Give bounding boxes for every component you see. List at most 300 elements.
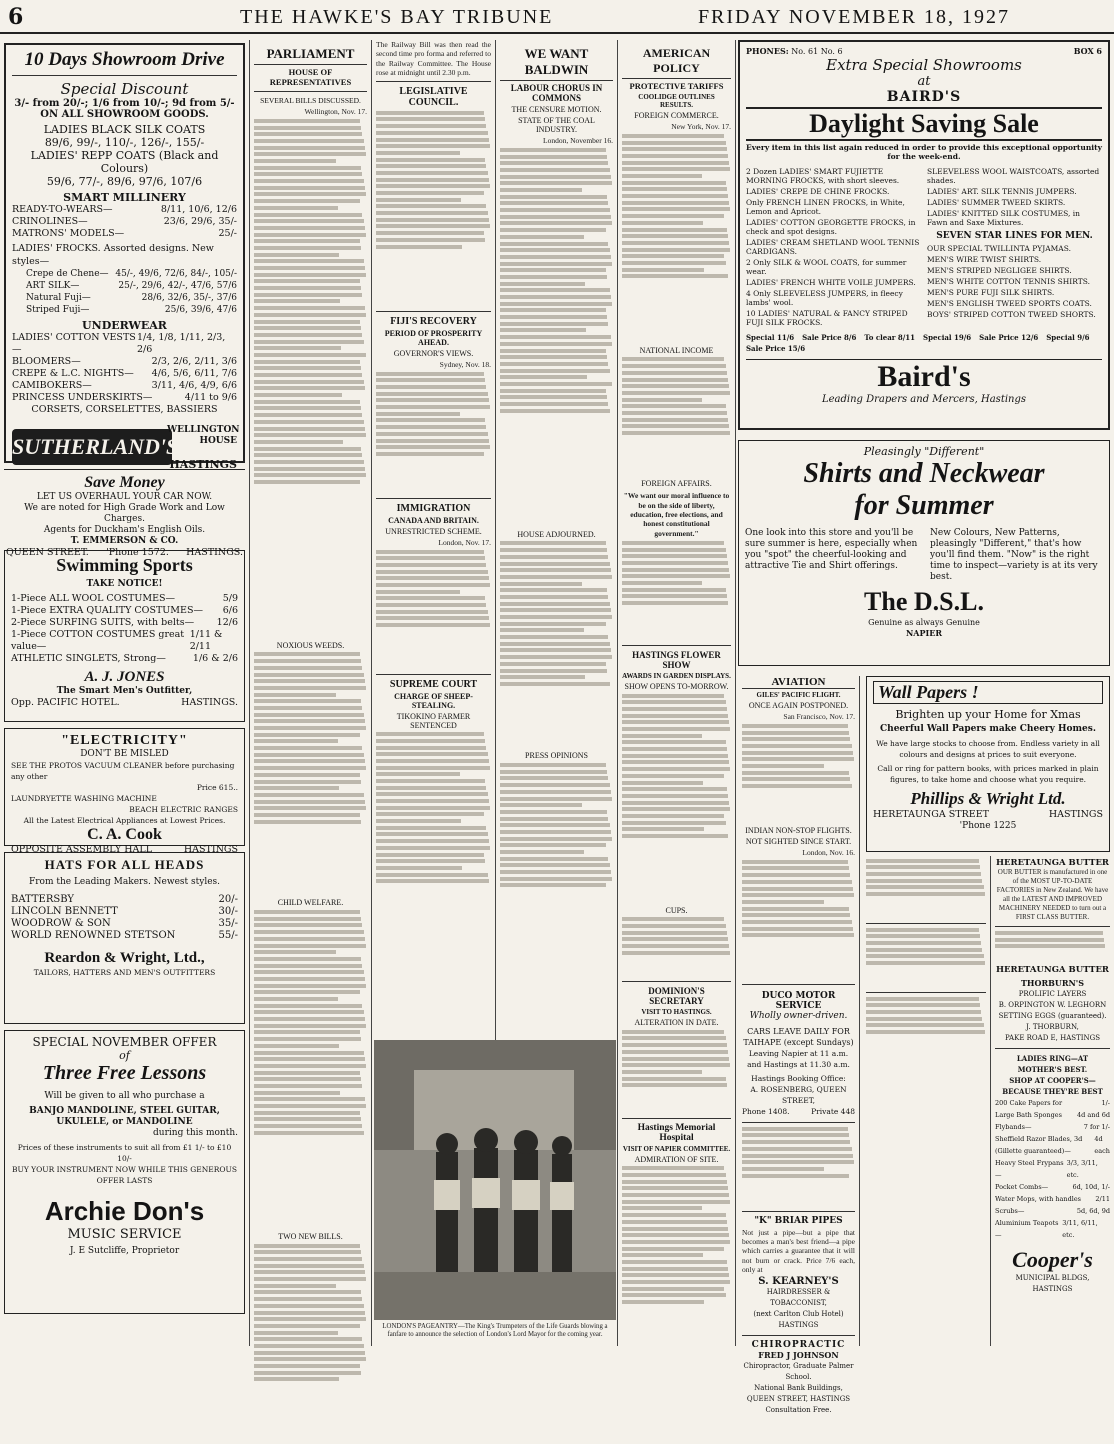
duco-sub: Wholly owner-driven. — [749, 1010, 848, 1021]
duco-line: CARS LEAVE DAILY FOR TAIHAPE (except Sundays) — [743, 1026, 854, 1047]
dominion-secretary-kicker: ALTERATION IN DATE. — [634, 1018, 719, 1028]
swim-item-price: 6/6 — [222, 605, 238, 616]
silk-coats-title: LADIES BLACK SILK COATS — [43, 123, 206, 136]
bairds-mens-item: MEN'S STRIPED NEGLIGEE SHIRTS. — [927, 266, 1072, 275]
cooper-item-row — [995, 1109, 1110, 1121]
silk-coats-prices: 89/6, 99/-, 110/-, 126/-, 155/- — [44, 136, 205, 149]
millinery-item-name: CRINOLINES— — [12, 216, 88, 227]
electricity-line3: BEACH ELECTRIC RANGES — [129, 805, 238, 814]
swimming-headline: Swimming Sports — [56, 555, 193, 575]
jones-tagline: The Smart Men's Outfitter, — [56, 686, 193, 696]
parliament-headline: PARLIAMENT — [254, 46, 367, 65]
butter-text: OUR BUTTER is manufactured in one of the MOST UP-TO-DATE FACTORIES in New Zealand. We have all the LATEST AND IMPROVED MACHINERY NEEDED to turn out a FIRST CLASS BUTTER. — [996, 868, 1109, 921]
dsl-right-copy: New Colours, New Patterns, pleasingly "Different," that's how you'll find them. "Now" is the right time to inspect—variety is at its very best. — [930, 528, 1098, 582]
bairds-left-item: 2 Dozen LADIES' SMART FUJIETTE MORNING FROCKS, with short sleeves. — [746, 167, 900, 185]
duco-phone: Phone 1408. — [742, 1106, 790, 1116]
phones-numbers: No. 61 No. 6 — [791, 47, 843, 56]
parliament-body-3 — [254, 910, 367, 1230]
bairds-mens-item: BOYS' STRIPED COTTON TWEED SHORTS. — [927, 310, 1096, 319]
frock-item-price: 25/6, 39/6, 47/6 — [164, 305, 237, 315]
baldwin-body-1 — [500, 148, 613, 528]
chiro-addr: National Bank Buildings, — [754, 1384, 843, 1393]
aviation-sub: GILES' PACIFIC FLIGHT. — [756, 691, 841, 699]
electricity-headline: "ELECTRICITY" — [61, 733, 188, 748]
swim-list — [11, 593, 238, 665]
middle-small-daylight-1 — [866, 859, 986, 919]
offer-line3: during this month. — [153, 1128, 238, 1138]
bairds-left-item: LADIES' COTTON GEORGETTE FROCKS, in check and spot designs. — [746, 218, 916, 236]
section-house-adjourned: HOUSE ADJOURNED. — [517, 529, 596, 539]
frock-item-name: ART SILK— — [26, 281, 80, 291]
wallpapers-line2: Cheerful Wall Papers make Cheery Homes. — [880, 724, 1096, 734]
cooper-item-price: 1/- — [1101, 1099, 1110, 1107]
court-kicker: TIKOKINO FARMER SENTENCED — [396, 711, 471, 730]
electricity-price: Price 615.. — [196, 783, 238, 792]
swim-item-name: 1-Piece ALL WOOL COSTUMES— — [11, 593, 176, 604]
k-briar-text: Not just a pipe—but a pipe that becomes a man's best friend—a pipe which carries a guarantee that it will not burn or crack. Price 7/6 each, only at — [742, 1227, 855, 1274]
masthead — [0, 0, 1114, 34]
dsl-headline-2: for Summer — [854, 490, 994, 521]
cooper-list — [995, 1097, 1110, 1241]
section-noxious-weeds: NOXIOUS WEEDS. — [276, 640, 345, 650]
daylight-saving-headline: Daylight Saving Sale — [746, 107, 1102, 141]
swim-item-name: 1-Piece COTTON COSTUMES great value— — [11, 629, 185, 652]
cook-town: HASTINGS — [183, 844, 238, 855]
hat-item-name: WOODROW & SON — [11, 918, 111, 929]
butter-head-2: HERETAUNGA BUTTER — [996, 965, 1109, 975]
flower-show-kicker: SHOW OPENS TO-MORROW. — [624, 681, 729, 691]
hats-sub: From the Leading Makers. Newest styles. — [28, 877, 221, 887]
duco-times: Leaving Napier at 11 a.m. and Hastings at 11.30 a.m. — [747, 1048, 850, 1069]
section-national-income: NATIONAL INCOME — [639, 345, 714, 355]
trumpeters-illustration — [374, 1040, 616, 1320]
cooper-item-name: 200 Cake Papers for — [995, 1099, 1063, 1107]
underwear-item-name: CREPE & L.C. NIGHTS— — [12, 368, 134, 379]
bairds-right-item: SLEEVELESS WOOL WAISTCOATS, assorted shades. — [927, 167, 1100, 185]
thorburn-person: J. THORBURN, — [1026, 1023, 1079, 1031]
bairds-right-item: LADIES' SUMMER TWEED SKIRTS. — [927, 198, 1066, 207]
fiji-body — [376, 372, 491, 494]
issue-date: FRIDAY NOVEMBER 18, 1927 — [697, 6, 1011, 28]
corsets-line: CORSETS, CORSELETTES, BASSIERS — [31, 404, 218, 415]
cooper-item-name: Sheffield Razor Blades, 3d (Gillette guaranteed)— — [995, 1135, 1083, 1155]
bairds-right-item: LADIES' ART. SILK TENNIS JUMPERS. — [927, 187, 1077, 196]
reardon-name: Reardon & Wright, Ltd., — [44, 950, 205, 966]
american-body-3 — [622, 541, 731, 641]
bairds-left-item: 4 Only SLEEVELESS JUMPERS, in fleecy lambs' wool. — [746, 289, 903, 307]
swim-item-price: 12/6 — [216, 617, 238, 628]
archie-dons-ad — [4, 1030, 245, 1314]
cooper-item-price: 4d and 6d — [1077, 1111, 1110, 1119]
emmerson-ad — [4, 469, 245, 558]
thorburn-line: B. ORPINGTON W. LEGHORN SETTING EGGS (guaranteed). — [998, 1001, 1107, 1020]
millinery-item-price: 8/11, 10/6, 12/6 — [160, 204, 237, 215]
underwear-item-price: 1/4, 1/8, 1/11, 2/3, 2/6 — [136, 332, 226, 355]
immigration-sub: CANADA AND BRITAIN. — [388, 515, 479, 525]
frock-item-name: Crepe de Chene— — [26, 269, 109, 279]
millinery-item-row — [12, 228, 237, 240]
railway-bill-text: The Railway Bill was then read the second time pro forma and referred to the Railway Committee. The House rose at midnight until 2.30 p.m. — [376, 40, 491, 77]
memorial-hospital-head: Hastings Memorial Hospital — [637, 1122, 716, 1143]
thorburn-name: THORBURN'S — [1020, 978, 1085, 988]
court-body — [376, 732, 491, 952]
bairds-right-item: LADIES' KNITTED SILK COSTUMES, in Fawn and Saxe Mixtures. — [927, 209, 1081, 227]
cooper-item-row — [995, 1121, 1110, 1133]
bairds-sale-price: Special 11/6 — [746, 333, 795, 342]
wallpapers-line1: Brighten up your Home for Xmas — [895, 708, 1081, 721]
discount-rates: 3/- from 20/-; 1/6 from 10/-; 9d from 5/- — [14, 98, 235, 109]
parliament-dateline: Wellington, Nov. 17. — [304, 107, 367, 116]
section-cups: CUPS. — [665, 905, 688, 915]
swim-item-row — [11, 629, 238, 653]
chiro-hours: Consultation Free. — [765, 1406, 832, 1415]
cups-body — [622, 917, 731, 977]
cooper-item-row — [995, 1181, 1110, 1193]
bairds-left-item: 10 LADIES' NATURAL & FANCY STRIPED FUJI SILK FROCKS. — [746, 309, 908, 327]
box-label: BOX 6 — [1073, 46, 1102, 56]
aviation-kicker: ONCE AGAIN POSTPONED. — [748, 701, 849, 710]
swimming-notice: TAKE NOTICE! — [86, 579, 163, 589]
discount-goods: ON ALL SHOWROOM GOODS. — [40, 109, 209, 120]
bairds-left-item: LADIES' CREPE DE CHINE FROCKS. — [746, 187, 890, 196]
baldwin-body-3 — [500, 763, 613, 943]
offer-big: Three Free Lessons — [42, 1062, 207, 1084]
electricity-sub: DON'T BE MISLED — [80, 749, 169, 759]
swim-item-price: 1/6 & 2/6 — [192, 653, 238, 664]
trumpeters-photo — [374, 1040, 616, 1320]
cooper-sub: SHOP AT COOPER'S—BECAUSE THEY'RE BEST — [1002, 1076, 1103, 1096]
hat-item-name: LINCOLN BENNETT — [11, 906, 118, 917]
frock-item-row — [26, 280, 237, 292]
fiji-sub: PERIOD OF PROSPERITY AHEAD. — [384, 328, 483, 347]
millinery-heading: SMART MILLINERY — [63, 191, 186, 204]
save-money-headline: Save Money — [84, 474, 165, 491]
page-number: 6 — [8, 4, 24, 30]
chiro-line: Chiropractor, Graduate Palmer School. — [743, 1362, 854, 1382]
cooper-item-row — [995, 1205, 1110, 1217]
right-small-daylight — [995, 931, 1110, 965]
frock-item-price: 28/6, 32/6, 35/-, 37/6 — [141, 293, 237, 303]
underwear-item-row — [12, 356, 237, 368]
bairds-sale-price: Special 19/6 — [923, 333, 972, 342]
parliament-body-1 — [254, 119, 367, 639]
electricity-line2: LAUNDRYETTE WASHING MACHINE — [11, 794, 157, 803]
offer-line2: BANJO MANDOLINE, STEEL GUITAR, UKULELE, or MANDOLINE — [29, 1106, 220, 1127]
cooper-item-name: Heavy Steel Frypans— — [995, 1159, 1064, 1179]
emmerson-phone: 'Phone 1572. — [106, 547, 169, 558]
underwear-item-price: 3/11, 4/6, 4/9, 6/6 — [151, 380, 237, 391]
logo-top-line: WELLINGTON HOUSE — [167, 425, 240, 446]
bairds-tagline: Every item in this list again reduced in order to provide this exceptional opportunity for the week-end. — [746, 143, 1102, 161]
small-ads-daylight — [742, 1127, 855, 1207]
duco-title: DUCO MOTOR SERVICE — [761, 990, 836, 1011]
legislative-body — [376, 111, 491, 307]
hat-item-price: 35/- — [218, 918, 238, 929]
bairds-mens-item: MEN'S WHITE COTTON TENNIS SHIRTS. — [927, 277, 1091, 286]
thorburn-addr: PAKE ROAD E, HASTINGS — [1004, 1034, 1101, 1042]
cooper-item-price: 7 for 1/- — [1083, 1123, 1110, 1131]
reardon-ad — [4, 852, 245, 1024]
offer-of: of — [119, 1049, 130, 1062]
offer-headline: SPECIAL NOVEMBER OFFER — [32, 1035, 217, 1049]
section-child-welfare: CHILD WELFARE. — [277, 898, 344, 908]
column-news-5 — [618, 40, 736, 1346]
dsl-genuine: Genuine as always Genuine — [868, 618, 980, 627]
save-line3: Agents for Duckham's English Oils. — [43, 525, 206, 535]
emmerson-name: T. EMMERSON & CO. — [70, 536, 179, 546]
aviation-body-1 — [742, 724, 855, 824]
underwear-item-row — [12, 380, 237, 392]
memorial-hospital-sub: VISIT OF NAPIER COMMITTEE. — [622, 1144, 731, 1153]
baldwin-dateline: London, November 16. — [543, 136, 613, 145]
bairds-name-top: BAIRD'S — [886, 89, 962, 105]
section-foreign-commerce: FOREIGN COMMERCE. — [634, 111, 719, 120]
hat-item-row — [11, 906, 238, 918]
chiro-name: FRED J JOHNSON — [758, 1350, 839, 1361]
bairds-mens-list — [927, 244, 1102, 319]
bairds-sale-price: Special 9/6 — [1046, 333, 1090, 342]
underwear-list — [12, 332, 237, 404]
court-sub: CHARGE OF SHEEP-STEALING. — [394, 691, 473, 710]
hat-item-row — [11, 930, 238, 942]
cooper-item-row — [995, 1097, 1110, 1109]
butter-head: HERETAUNGA BUTTER — [996, 858, 1109, 868]
cooper-item-price: 3/11, 6/11, etc. — [1062, 1219, 1098, 1239]
phillips-town: HASTINGS — [1048, 809, 1103, 820]
aviation-dateline-2: London, Nov. 16. — [802, 847, 855, 857]
section-two-new-bills: TWO NEW BILLS. — [278, 1232, 343, 1242]
cooper-item-name: Water Mops, with handles — [995, 1195, 1081, 1203]
cooper-item-name: Flybands— — [995, 1123, 1032, 1131]
showroom-headline: 10 Days Showroom Drive — [24, 49, 225, 70]
cook-address: OPPOSITE ASSEMBLY HALL — [11, 844, 153, 855]
bairds-left-item: Only FRENCH LINEN FROCKS, in White, Lemon and Apricot. — [746, 198, 905, 216]
millinery-item-row — [12, 216, 237, 228]
underwear-item-price: 2/3, 2/6, 2/11, 3/6 — [151, 356, 237, 367]
duco-name: A. ROSENBERG, QUEEN STREET, — [750, 1084, 847, 1105]
parliament-sub: HOUSE OF REPRESENTATIVES — [269, 67, 352, 87]
dominion-body — [622, 1030, 731, 1114]
underwear-item-name: CAMIBOKERS— — [12, 380, 92, 391]
underwear-heading: UNDERWEAR — [82, 319, 167, 332]
dominion-secretary-head: DOMINION'S SECRETARY — [648, 986, 705, 1007]
millinery-list — [12, 204, 237, 240]
bairds-left-list — [746, 167, 921, 329]
immigration-kicker: UNRESTRICTED SCHEME. — [385, 526, 482, 536]
cooper-addr: MUNICIPAL BLDGS, HASTINGS — [1015, 1274, 1090, 1293]
hat-item-row — [11, 894, 238, 906]
baldwin-body-2 — [500, 541, 613, 749]
hat-item-price: 30/- — [218, 906, 238, 917]
k-briar-title: "K" BRIAR PIPES — [754, 1215, 843, 1226]
underwear-item-row — [12, 392, 237, 404]
hat-list — [11, 894, 238, 942]
column-small-ads-middle — [862, 856, 990, 1346]
discount-sub: Special Discount — [60, 80, 189, 98]
emmerson-town: HASTINGS. — [186, 547, 243, 558]
wallpapers-line3: We have large stocks to choose from. Endless variety in all colours and designs at prices to suit everyone. — [876, 739, 1100, 759]
frock-item-price: 25/-, 29/6, 42/-, 47/6, 57/6 — [118, 281, 237, 291]
flower-show-head: HASTINGS FLOWER SHOW — [632, 649, 721, 670]
frock-item-row — [26, 304, 237, 316]
kearney-addr: (next Carlton Club Hotel) HASTINGS — [753, 1310, 844, 1330]
bairds-ad — [738, 40, 1110, 430]
cooper-item-name: Pocket Combs— — [995, 1183, 1049, 1191]
kearney-name: S. KEARNEY'S — [758, 1276, 839, 1288]
flower-show-sub: AWARDS IN GARDEN DISPLAYS. — [622, 671, 731, 680]
electricity-line4: All the Latest Electrical Appliances at Lowest Prices. — [23, 816, 226, 825]
underwear-item-name: PRINCESS UNDERSKIRTS— — [12, 392, 153, 403]
phillips-street: HERETAUNGA STREET — [873, 809, 989, 820]
swim-item-row — [11, 605, 238, 617]
frocks-heading: LADIES' FROCKS. Assorted designs. New styles— — [12, 243, 214, 267]
cooper-item-price: 4d each — [1094, 1135, 1110, 1155]
parliament-kicker: SEVERAL BILLS DISCUSSED. — [260, 96, 361, 105]
music-service: MUSIC SERVICE — [67, 1227, 182, 1242]
flower-show-body — [622, 694, 731, 904]
underwear-item-name: BLOOMERS— — [12, 356, 81, 367]
archie-dons-name: Archie Don's — [44, 1196, 205, 1226]
parliament-body-2 — [254, 652, 367, 896]
millinery-item-price: 23/6, 29/6, 35/- — [163, 216, 237, 227]
frock-list — [12, 268, 237, 316]
cooper-item-row — [995, 1193, 1110, 1205]
swim-item-row — [11, 617, 238, 629]
dominion-secretary-sub: VISIT TO HASTINGS. — [641, 1008, 712, 1017]
mens-heading: SEVEN STAR LINES FOR MEN. — [936, 231, 1093, 241]
newspaper-title: THE HAWKE'S BAY TRIBUNE — [240, 6, 554, 28]
memorial-body — [622, 1166, 731, 1366]
wallpapers-headline: Wall Papers ! — [873, 681, 1103, 704]
bairds-sale-price: To clear 8/11 — [864, 333, 916, 342]
bairds-left-item: LADIES' FRENCH WHITE VOILE JUMPERS. — [746, 278, 916, 287]
bairds-mens-item: MEN'S WIRE TWIST SHIRTS. — [927, 255, 1042, 264]
chiro-title: CHIROPRACTIC — [751, 1340, 846, 1351]
bairds-at: at — [917, 74, 931, 89]
immigration-head: IMMIGRATION — [396, 502, 471, 514]
proprietor: J. E Sutcliffe, Proprietor — [69, 1246, 180, 1256]
memorial-hospital-kicker: ADMIRATION OF SITE. — [634, 1154, 719, 1164]
cooper-item-row — [995, 1133, 1110, 1157]
underwear-item-price: 4/11 to 9/6 — [184, 392, 237, 403]
bairds-sale-price: Sale Price 12/6 — [979, 333, 1039, 342]
parliament-body-4 — [254, 1244, 367, 1444]
cooper-name: Cooper's — [1012, 1247, 1093, 1272]
bairds-left-item: LADIES' CREAM SHETLAND WOOL TENNIS CARDIGANS. — [746, 238, 920, 256]
duco-private: Private 448 — [811, 1106, 855, 1116]
frock-item-name: Striped Fuji— — [26, 305, 90, 315]
swim-item-row — [11, 653, 238, 665]
millinery-item-row — [12, 204, 237, 216]
column-parliament — [250, 40, 372, 1346]
american-policy-headline: AMERICAN POLICY — [622, 46, 731, 79]
swim-item-name: ATHLETIC SINGLETS, Strong— — [11, 653, 166, 664]
repp-coats-prices: 59/6, 77/-, 89/6, 97/6, 107/6 — [46, 175, 203, 188]
cooper-item-name: Aluminium Teapots— — [995, 1219, 1059, 1239]
sutherlands-logo: SUTHERLAND'S — [12, 429, 172, 465]
pageantry-photo-block — [374, 1040, 616, 1346]
bairds-footer-tagline: Leading Drapers and Mercers, Hastings — [821, 394, 1027, 405]
phillips-wright-name: Phillips & Wright Ltd. — [910, 789, 1066, 808]
electricity-line1: SEE THE PROTOS VACUUM CLEANER before purchasing any other — [11, 761, 235, 781]
dsl-town: NAPIER — [905, 628, 943, 638]
thorburn-sub: PROLIFIC LAYERS — [1018, 990, 1087, 998]
reardon-tagline: TAILORS, HATTERS AND MEN'S OUTFITTERS — [33, 968, 216, 977]
cook-name: C. A. Cook — [87, 826, 162, 843]
dsl-ad — [738, 440, 1110, 666]
pleasingly-different: Pleasingly "Different" — [863, 445, 985, 458]
cooper-item-price: 2/11 — [1095, 1195, 1110, 1203]
cooper-item-price: 3/3, 3/11, etc. — [1066, 1159, 1098, 1179]
bairds-sale-price: Sale Price 8/6 — [802, 333, 857, 342]
offer-line5: BUY YOUR INSTRUMENT NOW WHILE THIS GENEROUS OFFER LASTS — [12, 1165, 237, 1185]
logo-bottom-line: HASTINGS — [169, 458, 237, 471]
aviation-headline: AVIATION — [742, 676, 855, 689]
dsl-headline-1: Shirts and Neckwear — [803, 458, 1045, 489]
column-small-ads-right — [990, 856, 1114, 1346]
fiji-head: FIJI'S RECOVERY — [390, 315, 477, 327]
swim-item-name: 1-Piece EXTRA QUALITY COSTUMES— — [11, 605, 203, 616]
aviation-kicker-2: INDIAN NON-STOP FLIGHTS. — [745, 825, 852, 835]
emmerson-street: QUEEN STREET. — [6, 547, 89, 558]
swim-item-price: 1/11 & 2/11 — [189, 629, 223, 652]
middle-small-daylight-2 — [866, 928, 986, 988]
baldwin-kicker: THE CENSURE MOTION. — [511, 105, 602, 114]
frock-item-row — [26, 292, 237, 304]
bairds-sale-price: Sale Price 15/6 — [746, 344, 806, 353]
court-head: SUPREME COURT — [389, 678, 478, 690]
hat-item-price: 55/- — [218, 930, 238, 941]
coolidge-quote: "We want our moral influence to be on the side of liberty, education, free elections, and honest constitutional government." — [623, 491, 730, 538]
american-policy-kicker: COOLIDGE OUTLINES RESULTS. — [638, 93, 715, 109]
jones-address: Opp. PACIFIC HOTEL. — [11, 697, 120, 708]
american-body-1 — [622, 134, 731, 344]
frock-item-price: 45/-, 49/6, 72/6, 84/-, 105/- — [115, 269, 237, 279]
cooper-item-price: 5d, 6d, 9d — [1076, 1207, 1110, 1215]
hats-headline: HATS FOR ALL HEADS — [44, 857, 205, 872]
american-policy-sub: PROTECTIVE TARIFFS — [629, 81, 724, 91]
dsl-name: The D.S.L. — [864, 587, 984, 616]
underwear-item-row — [12, 368, 237, 380]
section-press-opinions: PRESS OPINIONS — [525, 751, 588, 761]
underwear-item-row — [12, 332, 237, 356]
extra-special: Extra Special Showrooms — [826, 56, 1022, 74]
save-line1: LET US OVERHAUL YOUR CAR NOW. — [36, 492, 213, 502]
baldwin-kicker2: STATE OF THE COAL INDUSTRY. — [518, 116, 595, 134]
jones-town: HASTINGS. — [181, 697, 238, 708]
save-line2: We are noted for High Grade Work and Low Charges. — [24, 503, 225, 524]
bairds-mens-item: MEN'S PURE FUJI SILK SHIRTS. — [927, 288, 1055, 297]
swim-item-price: 5/9 — [222, 593, 238, 604]
frock-item-row — [26, 268, 237, 280]
column-aviation — [738, 676, 860, 1415]
section-foreign-affairs: FOREIGN AFFAIRS. — [641, 479, 712, 489]
aviation-body-2 — [742, 860, 855, 980]
bairds-left-item: 2 Only SILK & WOOL COATS, for summer wear. — [746, 258, 907, 276]
chiro-street: QUEEN STREET, HASTINGS — [746, 1395, 851, 1404]
swim-item-row — [11, 593, 238, 605]
hat-item-row — [11, 918, 238, 930]
cooper-item-row — [995, 1217, 1110, 1241]
bairds-mens-item: OUR SPECIAL TWILLINTA PYJAMAS. — [927, 244, 1071, 253]
offer-line4: Prices of these instruments to suit all from £1 1/- to £10 10/- — [17, 1143, 232, 1163]
cook-ad — [4, 728, 245, 855]
american-dateline: New York, Nov. 17. — [671, 122, 731, 131]
underwear-item-name: LADIES' COTTON VESTS— — [12, 332, 136, 355]
bairds-right-list — [927, 167, 1102, 227]
duco-ad — [742, 991, 855, 1118]
middle-small-daylight-3 — [866, 997, 986, 1057]
